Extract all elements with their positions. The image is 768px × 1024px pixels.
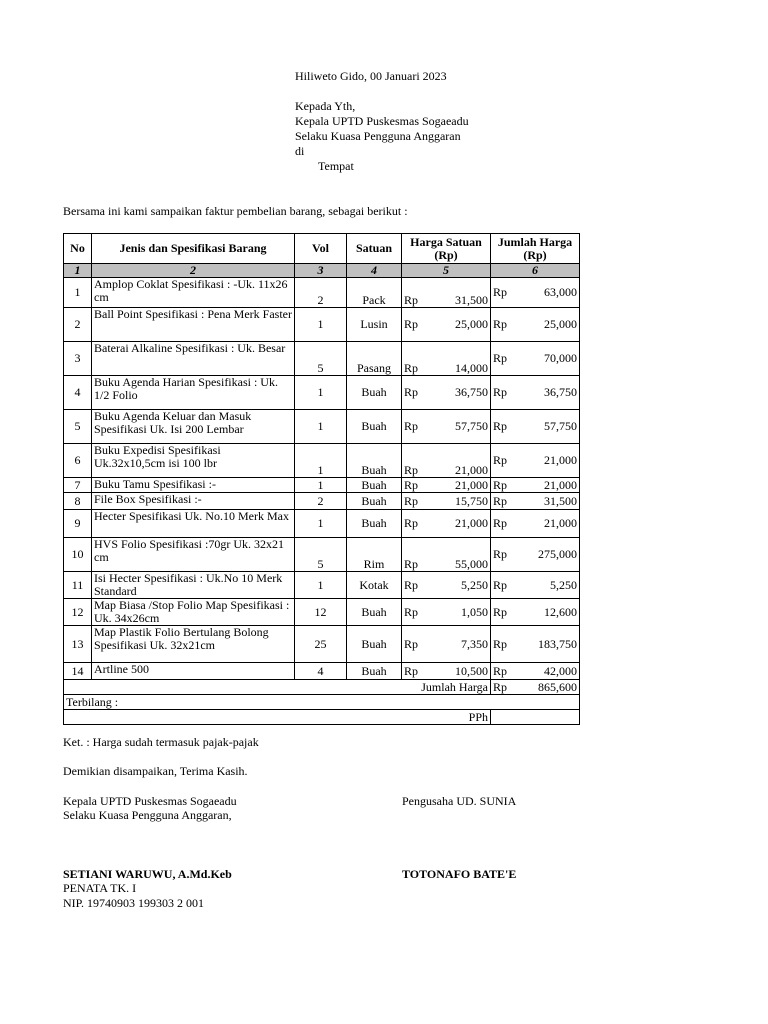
row-vol: 1 bbox=[295, 572, 347, 599]
column-number: 6 bbox=[491, 264, 580, 278]
total-currency: Rp bbox=[493, 385, 508, 399]
recipient: Kepala UPTD Puskesmas Sogaeadu bbox=[295, 114, 469, 128]
total-currency: Rp bbox=[493, 477, 508, 492]
sum-label: Jumlah Harga bbox=[64, 680, 491, 695]
total-currency: Rp bbox=[493, 636, 508, 651]
row-price-cell bbox=[402, 342, 491, 376]
right-signatory-name: TOTONAFO BATE'E bbox=[402, 867, 517, 881]
table-row bbox=[64, 510, 580, 538]
table-row bbox=[64, 342, 580, 376]
header-total: Jumlah Harga (Rp) bbox=[491, 234, 580, 264]
row-price-cell bbox=[402, 478, 491, 493]
left-signatory-name: SETIANI WARUWU, A.Md.Keb bbox=[63, 867, 232, 881]
row-price-cell bbox=[402, 278, 491, 308]
row-total: 183,750 bbox=[538, 636, 577, 651]
header-no: No bbox=[64, 234, 92, 264]
header-price: Harga Satuan (Rp) bbox=[402, 234, 491, 264]
row-price: 1,050 bbox=[461, 604, 488, 619]
price-currency: Rp bbox=[404, 577, 419, 592]
row-price-cell bbox=[402, 410, 491, 444]
row-unit: Buah bbox=[347, 376, 402, 410]
total-currency: Rp bbox=[493, 604, 508, 619]
row-total: 21,000 bbox=[544, 516, 577, 530]
total-currency: Rp bbox=[493, 493, 508, 508]
row-no: 3 bbox=[64, 342, 92, 376]
right-signatory-title: Pengusaha UD. SUNIA bbox=[402, 794, 517, 808]
pph-row bbox=[64, 710, 580, 725]
price-currency: Rp bbox=[404, 477, 419, 492]
row-price: 36,750 bbox=[455, 385, 488, 399]
row-unit: Lusin bbox=[347, 308, 402, 342]
row-vol: 1 bbox=[295, 308, 347, 342]
left-signatory-nip: NIP. 19740903 199303 2 001 bbox=[63, 896, 205, 910]
sum-value: 865,600 bbox=[538, 679, 577, 694]
row-no: 10 bbox=[64, 538, 92, 572]
row-vol: 5 bbox=[295, 342, 347, 376]
row-no: 9 bbox=[64, 510, 92, 538]
row-total-cell bbox=[491, 444, 580, 478]
terbilang-label: Terbilang : bbox=[64, 695, 580, 710]
row-price-cell bbox=[402, 376, 491, 410]
row-description: Isi Hecter Spesifikasi : Uk.No 10 Merk Standard bbox=[92, 572, 295, 599]
column-number: 3 bbox=[295, 264, 347, 278]
column-number: 2 bbox=[92, 264, 295, 278]
price-currency: Rp bbox=[404, 463, 419, 477]
row-unit: Buah bbox=[347, 663, 402, 680]
sum-row bbox=[64, 680, 580, 695]
row-total-cell bbox=[491, 572, 580, 599]
header-unit: Satuan bbox=[347, 234, 402, 264]
row-no: 5 bbox=[64, 410, 92, 444]
price-currency: Rp bbox=[404, 516, 419, 530]
closing-text: Demikian disampaikan, Terima Kasih. bbox=[63, 764, 248, 778]
row-total: 12,600 bbox=[544, 604, 577, 619]
row-total: 25,000 bbox=[544, 317, 577, 331]
row-description: Map Biasa /Stop Folio Map Spesifikasi : Uk. 34x26cm bbox=[92, 599, 295, 626]
row-unit: Buah bbox=[347, 510, 402, 538]
row-price: 25,000 bbox=[455, 317, 488, 331]
column-number: 4 bbox=[347, 264, 402, 278]
row-no: 7 bbox=[64, 478, 92, 493]
pph-value bbox=[491, 710, 580, 725]
row-price-cell bbox=[402, 626, 491, 663]
row-total: 31,500 bbox=[544, 493, 577, 508]
row-vol: 12 bbox=[295, 599, 347, 626]
total-currency: Rp bbox=[493, 453, 508, 467]
table-row bbox=[64, 478, 580, 493]
total-currency: Rp bbox=[493, 577, 508, 592]
row-unit: Buah bbox=[347, 599, 402, 626]
price-currency: Rp bbox=[404, 419, 419, 433]
row-price: 15,750 bbox=[455, 493, 488, 508]
row-total-cell bbox=[491, 342, 580, 376]
row-description: File Box Spesifikasi :- bbox=[92, 493, 295, 510]
row-price: 5,250 bbox=[461, 577, 488, 592]
row-no: 14 bbox=[64, 663, 92, 680]
row-description: Buku Agenda Harian Spesifikasi : Uk. 1/2 Folio bbox=[92, 376, 295, 410]
row-description: Map Plastik Folio Bertulang Bolong Spesifikasi Uk. 32x21cm bbox=[92, 626, 295, 663]
price-currency: Rp bbox=[404, 317, 419, 331]
row-vol: 1 bbox=[295, 510, 347, 538]
row-price-cell bbox=[402, 599, 491, 626]
row-total-cell bbox=[491, 376, 580, 410]
row-description: Hecter Spesifikasi Uk. No.10 Merk Max bbox=[92, 510, 295, 538]
total-currency: Rp bbox=[493, 663, 508, 678]
row-description: Amplop Coklat Spesifikasi : -Uk. 11x26 cm bbox=[92, 278, 295, 308]
row-unit: Rim bbox=[347, 538, 402, 572]
total-currency: Rp bbox=[493, 351, 508, 365]
row-no: 8 bbox=[64, 493, 92, 510]
total-currency: Rp bbox=[493, 317, 508, 331]
row-no: 6 bbox=[64, 444, 92, 478]
price-currency: Rp bbox=[404, 663, 419, 678]
row-vol: 1 bbox=[295, 376, 347, 410]
left-signatory-title: Kepala UPTD Puskesmas Sogaeadu bbox=[63, 794, 237, 808]
row-no: 11 bbox=[64, 572, 92, 599]
row-description: Buku Expedisi Spesifikasi Uk.32x10,5cm isi 100 lbr bbox=[92, 444, 295, 478]
price-currency: Rp bbox=[404, 293, 419, 307]
row-description: Ball Point Spesifikasi : Pena Merk Faster bbox=[92, 308, 295, 342]
row-unit: Pack bbox=[347, 278, 402, 308]
row-price: 21,000 bbox=[455, 477, 488, 492]
row-description: HVS Folio Spesifikasi :70gr Uk. 32x21 cm bbox=[92, 538, 295, 572]
row-description: Buku Agenda Keluar dan Masuk Spesifikasi Uk. Isi 200 Lembar bbox=[92, 410, 295, 444]
row-total-cell bbox=[491, 478, 580, 493]
row-price: 31,500 bbox=[455, 293, 488, 307]
row-no: 1 bbox=[64, 278, 92, 308]
table-row bbox=[64, 308, 580, 342]
table-row bbox=[64, 599, 580, 626]
row-unit: Buah bbox=[347, 444, 402, 478]
table-row bbox=[64, 626, 580, 663]
pph-label: PPh bbox=[64, 710, 491, 725]
table-row bbox=[64, 663, 580, 680]
row-no: 4 bbox=[64, 376, 92, 410]
total-currency: Rp bbox=[493, 285, 508, 299]
table-row bbox=[64, 278, 580, 308]
row-total: 70,000 bbox=[544, 351, 577, 365]
row-vol: 4 bbox=[295, 663, 347, 680]
row-total: 57,750 bbox=[544, 419, 577, 433]
price-currency: Rp bbox=[404, 557, 419, 571]
total-currency: Rp bbox=[493, 419, 508, 433]
row-total: 21,000 bbox=[544, 477, 577, 492]
table-row bbox=[64, 572, 580, 599]
row-price: 21,000 bbox=[455, 516, 488, 530]
terbilang-row bbox=[64, 695, 580, 710]
table-row bbox=[64, 538, 580, 572]
row-price: 14,000 bbox=[455, 361, 488, 375]
column-number: 5 bbox=[402, 264, 491, 278]
total-currency: Rp bbox=[493, 516, 508, 530]
column-number: 1 bbox=[64, 264, 92, 278]
row-total-cell bbox=[491, 410, 580, 444]
row-total: 36,750 bbox=[544, 385, 577, 399]
price-currency: Rp bbox=[404, 636, 419, 651]
row-total-cell bbox=[491, 278, 580, 308]
row-vol: 25 bbox=[295, 626, 347, 663]
row-price: 55,000 bbox=[455, 557, 488, 571]
tempat-label: Tempat bbox=[318, 159, 354, 173]
row-price: 21,000 bbox=[455, 463, 488, 477]
row-total: 5,250 bbox=[550, 577, 577, 592]
to-line: Kepada Yth, bbox=[295, 99, 356, 113]
row-price-cell bbox=[402, 538, 491, 572]
row-no: 2 bbox=[64, 308, 92, 342]
row-vol: 5 bbox=[295, 538, 347, 572]
row-unit: Buah bbox=[347, 410, 402, 444]
row-total: 21,000 bbox=[544, 453, 577, 467]
row-vol: 1 bbox=[295, 444, 347, 478]
sum-currency: Rp bbox=[493, 679, 508, 694]
table-row bbox=[64, 376, 580, 410]
row-price-cell bbox=[402, 663, 491, 680]
row-unit: Buah bbox=[347, 493, 402, 510]
row-total: 63,000 bbox=[544, 285, 577, 299]
place-date: Hiliweto Gido, 00 Januari 2023 bbox=[295, 69, 447, 83]
price-currency: Rp bbox=[404, 385, 419, 399]
table-row bbox=[64, 493, 580, 510]
row-total: 275,000 bbox=[538, 547, 577, 561]
sum-cell bbox=[491, 680, 580, 695]
row-description: Artline 500 bbox=[92, 663, 295, 680]
row-unit: Kotak bbox=[347, 572, 402, 599]
left-signatory-rank: PENATA TK. I bbox=[63, 881, 137, 895]
row-price-cell bbox=[402, 444, 491, 478]
header-desc: Jenis dan Spesifikasi Barang bbox=[92, 234, 295, 264]
ket-note: Ket. : Harga sudah termasuk pajak-pajak bbox=[63, 735, 259, 749]
total-currency: Rp bbox=[493, 547, 508, 561]
di-label: di bbox=[295, 144, 305, 158]
price-currency: Rp bbox=[404, 361, 419, 375]
row-total-cell bbox=[491, 626, 580, 663]
price-currency: Rp bbox=[404, 604, 419, 619]
row-price-cell bbox=[402, 493, 491, 510]
row-total-cell bbox=[491, 308, 580, 342]
row-price-cell bbox=[402, 572, 491, 599]
row-total: 42,000 bbox=[544, 663, 577, 678]
row-no: 12 bbox=[64, 599, 92, 626]
row-price: 7,350 bbox=[461, 636, 488, 651]
row-vol: 1 bbox=[295, 410, 347, 444]
price-currency: Rp bbox=[404, 493, 419, 508]
row-unit: Buah bbox=[347, 626, 402, 663]
row-total-cell bbox=[491, 663, 580, 680]
left-signatory-role: Selaku Kuasa Pengguna Anggaran, bbox=[63, 808, 232, 822]
row-total-cell bbox=[491, 599, 580, 626]
row-price: 10,500 bbox=[455, 663, 488, 678]
row-unit: Pasang bbox=[347, 342, 402, 376]
row-price-cell bbox=[402, 308, 491, 342]
recipient-role: Selaku Kuasa Pengguna Anggaran bbox=[295, 129, 461, 143]
row-no: 13 bbox=[64, 626, 92, 663]
row-vol: 1 bbox=[295, 478, 347, 493]
row-total-cell bbox=[491, 493, 580, 510]
row-unit: Buah bbox=[347, 478, 402, 493]
items-body bbox=[64, 278, 580, 680]
row-description: Baterai Alkaline Spesifikasi : Uk. Besar bbox=[92, 342, 295, 376]
intro-text: Bersama ini kami sampaikan faktur pembelian barang, sebagai berikut : bbox=[63, 204, 408, 218]
header-vol: Vol bbox=[295, 234, 347, 264]
row-vol: 2 bbox=[295, 278, 347, 308]
row-price-cell bbox=[402, 510, 491, 538]
table-row bbox=[64, 410, 580, 444]
row-description: Buku Tamu Spesifikasi :- bbox=[92, 478, 295, 493]
items-table bbox=[63, 233, 580, 725]
row-total-cell bbox=[491, 538, 580, 572]
table-header-row bbox=[64, 234, 580, 264]
table-row bbox=[64, 444, 580, 478]
column-number-row bbox=[64, 264, 580, 278]
row-price: 57,750 bbox=[455, 419, 488, 433]
row-total-cell bbox=[491, 510, 580, 538]
row-vol: 2 bbox=[295, 493, 347, 510]
